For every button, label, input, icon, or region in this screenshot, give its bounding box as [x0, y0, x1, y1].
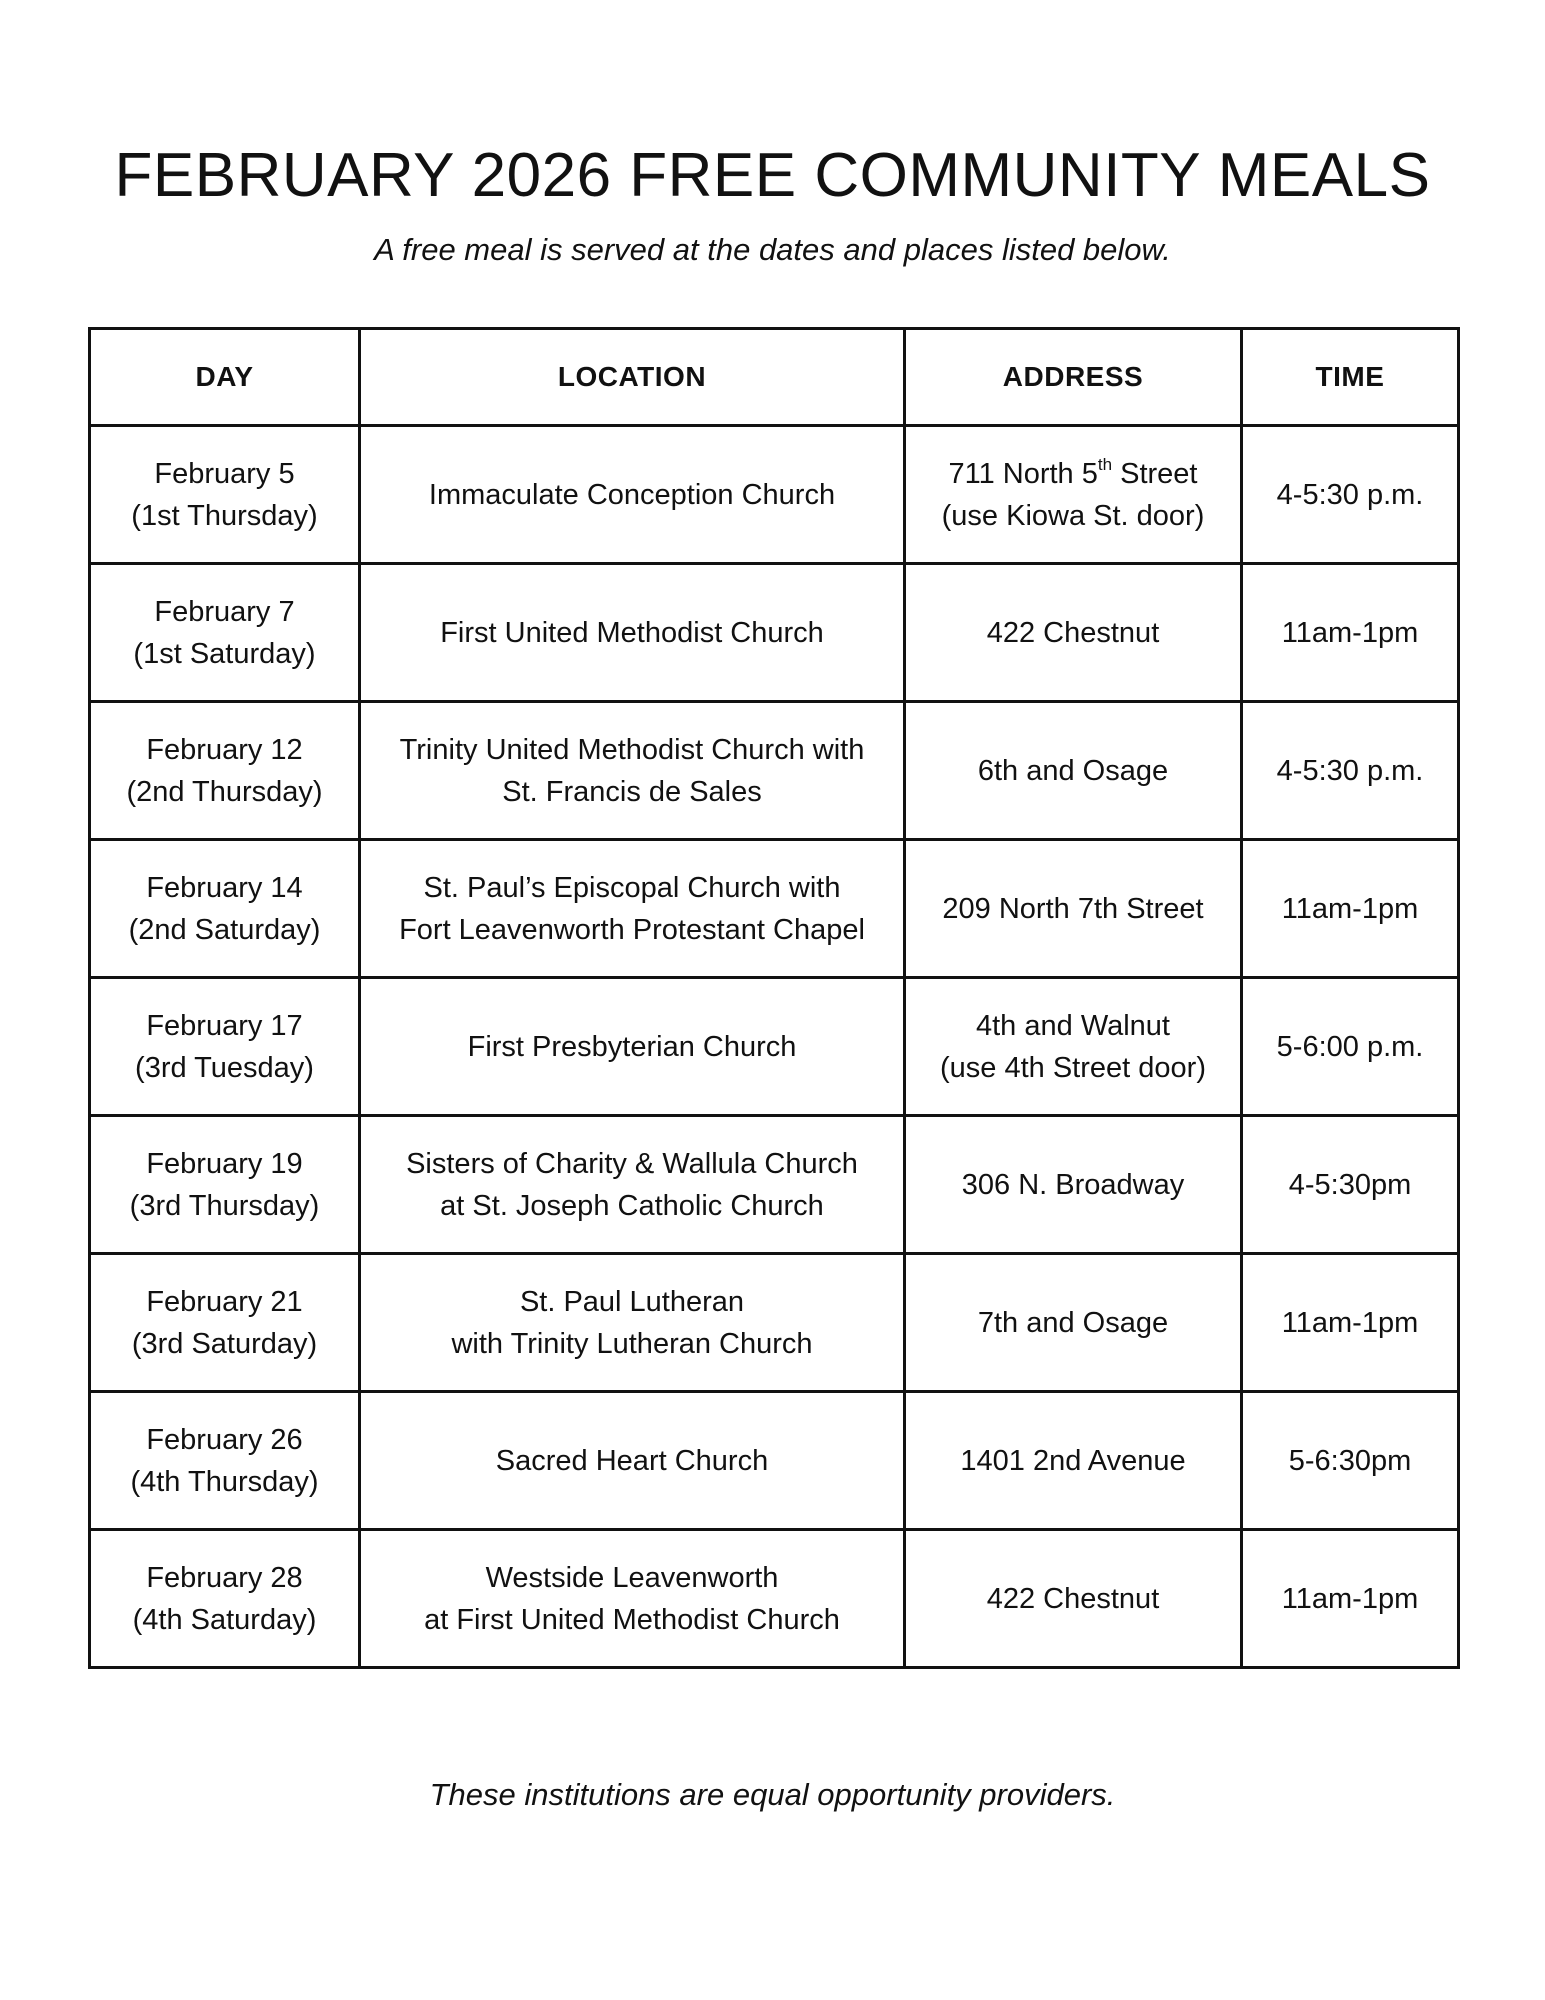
table-row: [90, 840, 1459, 978]
address-cell: [905, 702, 1242, 840]
location-cell: [360, 1530, 905, 1668]
table-row: [90, 1254, 1459, 1392]
location-line: First Presbyterian Church: [467, 1030, 797, 1063]
location-line: Immaculate Conception Church: [428, 478, 836, 511]
day-weekday: (2nd Thursday): [126, 775, 323, 808]
address-line: [912, 453, 1234, 495]
address-cell: [905, 564, 1242, 702]
day-date: February 14: [146, 871, 303, 904]
location-line: St. Paul Lutheran: [519, 1285, 745, 1318]
address-text: 711 North 5: [948, 457, 1098, 490]
page-subtitle: A free meal is served at the dates and places listed below.: [374, 232, 1171, 267]
header-location: LOCATION: [360, 329, 905, 426]
day-weekday: (2nd Saturday): [128, 913, 321, 946]
day-cell: [90, 840, 360, 978]
location-line: Trinity United Methodist Church with: [399, 733, 865, 766]
day-date: February 17: [146, 1009, 303, 1042]
address-cell: [905, 978, 1242, 1116]
time-cell: 11am-1pm: [1242, 564, 1459, 702]
day-weekday: (4th Thursday): [130, 1465, 319, 1498]
day-date: February 19: [146, 1147, 303, 1180]
address-cell: [905, 1530, 1242, 1668]
time-cell: 5-6:30pm: [1242, 1392, 1459, 1530]
location-line-2: Fort Leavenworth Protestant Chapel: [399, 913, 865, 946]
address-line: 422 Chestnut: [986, 1582, 1160, 1615]
day-cell: [90, 426, 360, 564]
table-row: [90, 1530, 1459, 1668]
time-cell: 11am-1pm: [1242, 840, 1459, 978]
address-line: 6th and Osage: [977, 754, 1169, 787]
location-line: St. Paul’s Episcopal Church with: [423, 871, 841, 904]
day-cell: [90, 1530, 360, 1668]
location-line: First United Methodist Church: [440, 616, 824, 649]
day-cell: [90, 564, 360, 702]
day-cell: [90, 1392, 360, 1530]
address-line: 422 Chestnut: [986, 616, 1160, 649]
address-line: 209 North 7th Street: [942, 892, 1204, 925]
location-cell: [360, 978, 905, 1116]
address-line: 4th and Walnut: [976, 1009, 1170, 1042]
address-line: 7th and Osage: [977, 1306, 1169, 1339]
header-day: DAY: [90, 329, 360, 426]
address-line: 306 N. Broadway: [961, 1168, 1185, 1201]
day-cell: [90, 978, 360, 1116]
footer-note: These institutions are equal opportunity providers.: [429, 1777, 1116, 1812]
table-header-row: [90, 329, 1459, 426]
location-line-2: at First United Methodist Church: [424, 1603, 840, 1636]
time-cell: 4-5:30 p.m.: [1242, 702, 1459, 840]
location-line-2: at St. Joseph Catholic Church: [440, 1189, 824, 1222]
day-weekday: (4th Saturday): [132, 1603, 317, 1636]
time-cell: 4-5:30pm: [1242, 1116, 1459, 1254]
day-cell: [90, 1116, 360, 1254]
address-line: 1401 2nd Avenue: [960, 1444, 1186, 1477]
day-date: February 12: [146, 733, 303, 766]
time-cell: 11am-1pm: [1242, 1530, 1459, 1668]
table-row: [90, 564, 1459, 702]
time-cell: 5-6:00 p.m.: [1242, 978, 1459, 1116]
day-cell: [90, 1254, 360, 1392]
time-cell: 11am-1pm: [1242, 1254, 1459, 1392]
location-line: Sisters of Charity & Wallula Church: [406, 1147, 858, 1180]
table-row: [90, 1392, 1459, 1530]
time-cell: 4-5:30 p.m.: [1242, 426, 1459, 564]
day-date: February 5: [154, 457, 295, 490]
meals-table: [88, 327, 1460, 1669]
header-time: TIME: [1242, 329, 1459, 426]
location-cell: [360, 1392, 905, 1530]
address-note: (use Kiowa St. door): [941, 499, 1205, 532]
day-date: February 26: [146, 1423, 303, 1456]
location-cell: [360, 702, 905, 840]
location-line-2: with Trinity Lutheran Church: [451, 1327, 813, 1360]
location-cell: [360, 1116, 905, 1254]
day-weekday: (1st Thursday): [131, 499, 318, 532]
table-row: [90, 426, 1459, 564]
address-note: (use 4th Street door): [940, 1051, 1206, 1084]
address-cell: [905, 840, 1242, 978]
address-superscript: th: [1097, 454, 1113, 474]
day-weekday: (3rd Thursday): [129, 1189, 320, 1222]
address-text-tail: Street: [1112, 457, 1198, 490]
day-date: February 7: [154, 595, 295, 628]
address-cell: [905, 1254, 1242, 1392]
location-cell: [360, 426, 905, 564]
table-row: [90, 978, 1459, 1116]
day-date: February 21: [146, 1285, 303, 1318]
address-cell: [905, 1392, 1242, 1530]
location-line-2: St. Francis de Sales: [502, 775, 762, 808]
page-title: FEBRUARY 2026 FREE COMMUNITY MEALS: [114, 141, 1431, 210]
location-line: Sacred Heart Church: [495, 1444, 769, 1477]
day-weekday: (3rd Saturday): [131, 1327, 318, 1360]
header-address: ADDRESS: [905, 329, 1242, 426]
address-cell: [905, 426, 1242, 564]
address-cell: [905, 1116, 1242, 1254]
day-date: February 28: [146, 1561, 303, 1594]
day-weekday: (1st Saturday): [133, 637, 316, 670]
table-row: [90, 1116, 1459, 1254]
day-cell: [90, 702, 360, 840]
location-cell: [360, 1254, 905, 1392]
location-line: Westside Leavenworth: [485, 1561, 779, 1594]
location-cell: [360, 564, 905, 702]
location-cell: [360, 840, 905, 978]
day-weekday: (3rd Tuesday): [135, 1051, 314, 1084]
table-row: [90, 702, 1459, 840]
